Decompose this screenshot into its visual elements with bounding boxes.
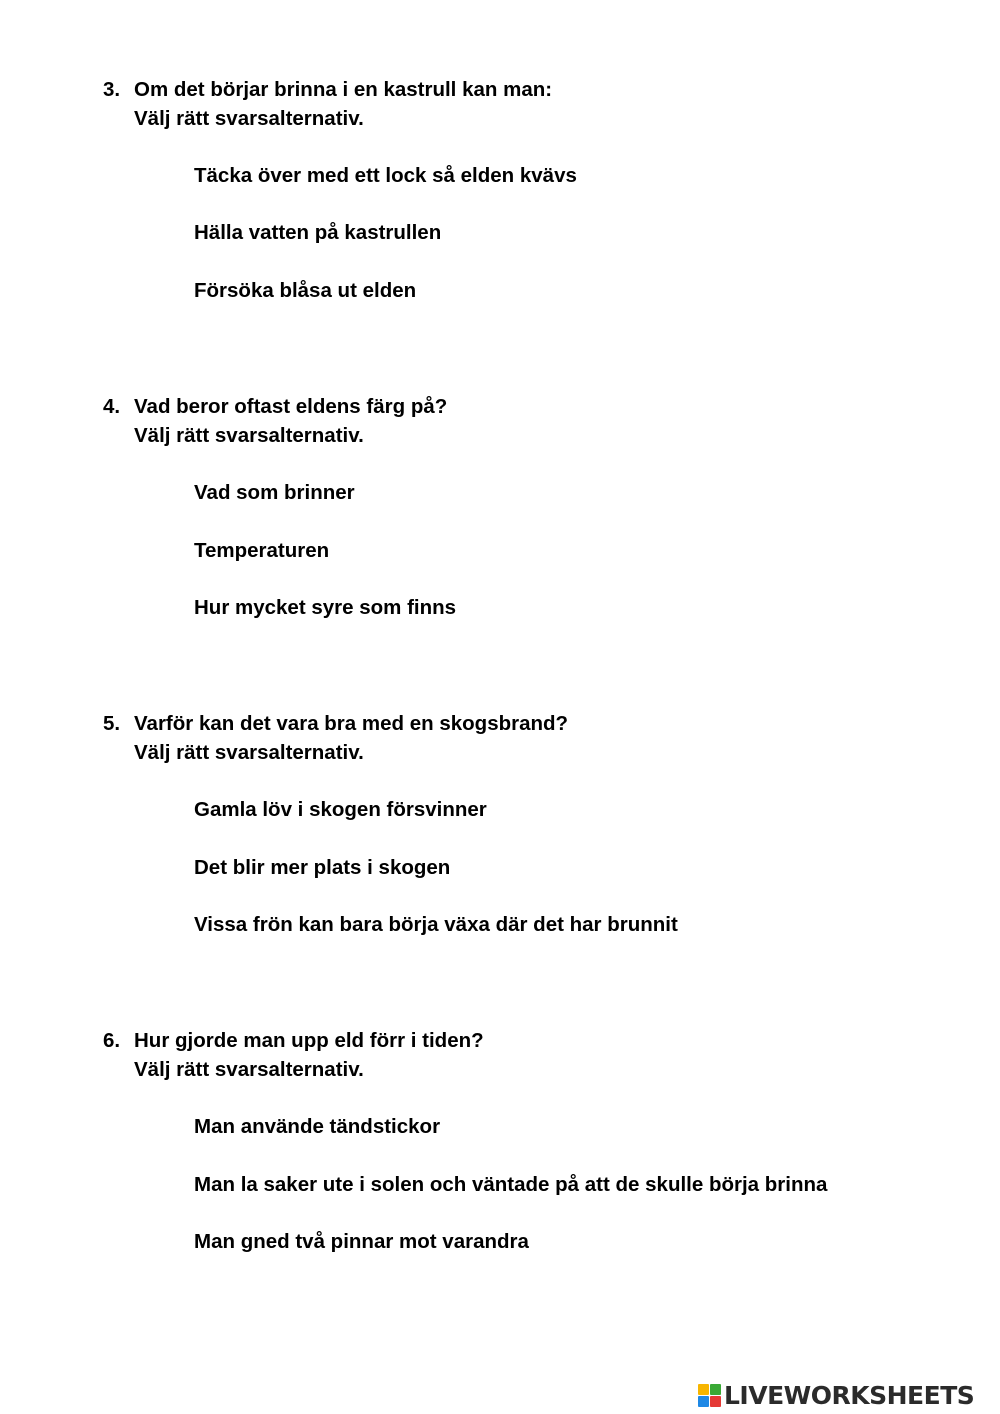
question-number: 5.	[103, 712, 121, 735]
question-instruction: Välj rätt svarsalternativ.	[134, 741, 364, 764]
answer-option[interactable]: Det blir mer plats i skogen	[194, 856, 451, 879]
question-number: 4.	[103, 395, 121, 418]
logo-text: LIVEWORKSHEETS	[724, 1380, 975, 1410]
answer-option[interactable]: Man la saker ute i solen och väntade på att de skulle börja brinna	[194, 1173, 828, 1196]
question-instruction: Välj rätt svarsalternativ.	[134, 424, 364, 447]
logo-square	[710, 1384, 721, 1395]
question-6	[103, 1026, 963, 1084]
question-number: 6.	[103, 1029, 121, 1052]
answer-option[interactable]: Man använde tändstickor	[194, 1115, 441, 1138]
question-instruction: Välj rätt svarsalternativ.	[134, 1058, 364, 1081]
question-text: Hur gjorde man upp eld förr i tiden?	[134, 1029, 484, 1052]
logo-icon	[698, 1384, 721, 1407]
answer-option[interactable]: Vissa frön kan bara börja växa där det har brunnit	[194, 913, 678, 936]
answer-option[interactable]: Hur mycket syre som finns	[194, 596, 457, 619]
answer-option[interactable]: Man gned två pinnar mot varandra	[194, 1230, 529, 1253]
logo-square	[698, 1384, 709, 1395]
answer-option[interactable]: Försöka blåsa ut elden	[194, 279, 417, 302]
logo-square	[698, 1396, 709, 1407]
question-number: 3.	[103, 78, 121, 101]
logo-square	[710, 1396, 721, 1407]
question-3	[103, 75, 963, 133]
answer-option[interactable]: Temperaturen	[194, 539, 330, 562]
question-4	[103, 392, 963, 450]
answer-option[interactable]: Täcka över med ett lock så elden kvävs	[194, 164, 577, 187]
question-5	[103, 709, 963, 767]
question-instruction: Välj rätt svarsalternativ.	[134, 107, 364, 130]
answer-option[interactable]: Vad som brinner	[194, 481, 355, 504]
liveworksheets-logo[interactable]	[698, 1378, 974, 1412]
question-text: Varför kan det vara bra med en skogsbrand?	[134, 712, 569, 735]
question-text: Om det börjar brinna i en kastrull kan man:	[134, 78, 553, 101]
answer-option[interactable]: Hälla vatten på kastrullen	[194, 221, 442, 244]
answer-option[interactable]: Gamla löv i skogen försvinner	[194, 798, 487, 821]
question-text: Vad beror oftast eldens färg på?	[134, 395, 448, 418]
